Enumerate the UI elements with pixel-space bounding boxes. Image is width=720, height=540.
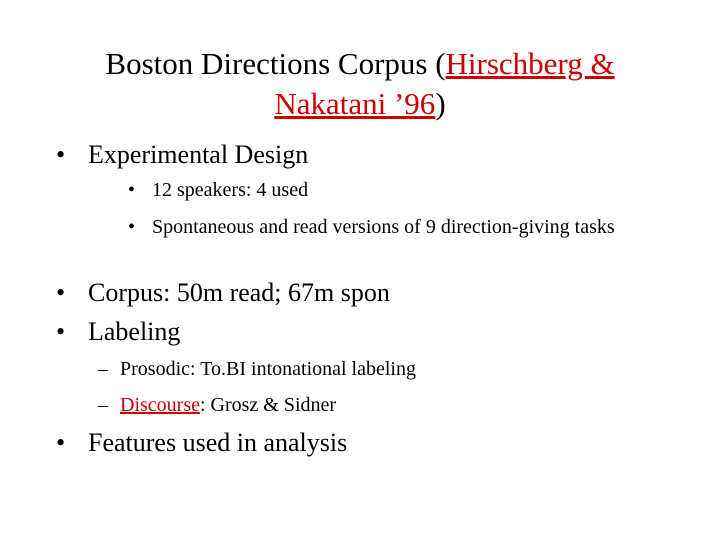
- bullet-marker: •: [56, 278, 66, 307]
- bullet-text: Features used in analysis: [88, 428, 348, 457]
- title-text-part2: ): [435, 86, 446, 121]
- dash-marker: –: [98, 358, 108, 380]
- bullet-text: Prosodic: To.BI intonational labeling: [120, 358, 416, 380]
- discourse-rest-text: : Grosz & Sidner: [199, 394, 337, 416]
- bullet-marker: •: [128, 179, 136, 201]
- bullet-text: Labeling: [88, 317, 181, 346]
- bullet-text: Experimental Design: [88, 140, 309, 169]
- bullet-marker: •: [56, 317, 66, 346]
- bullet-marker: •: [128, 216, 136, 238]
- title-citation-link[interactable]: Hirschberg & Nakatani ’96: [274, 46, 615, 121]
- bullet-text: Corpus: 50m read; 67m spon: [88, 278, 390, 307]
- title-text-part1: Boston Directions Corpus (: [105, 46, 446, 81]
- bullet-marker: •: [56, 428, 66, 457]
- bullet-text: 12 speakers: 4 used: [152, 179, 309, 201]
- bullet-text: Spontaneous and read versions of 9 direction-giving tasks: [152, 216, 615, 238]
- bullet-text: [120, 392, 336, 418]
- discourse-link[interactable]: Discourse: [120, 394, 200, 416]
- dash-marker: –: [98, 394, 108, 416]
- bullet-marker: •: [56, 140, 66, 169]
- slide-title: [60, 44, 660, 124]
